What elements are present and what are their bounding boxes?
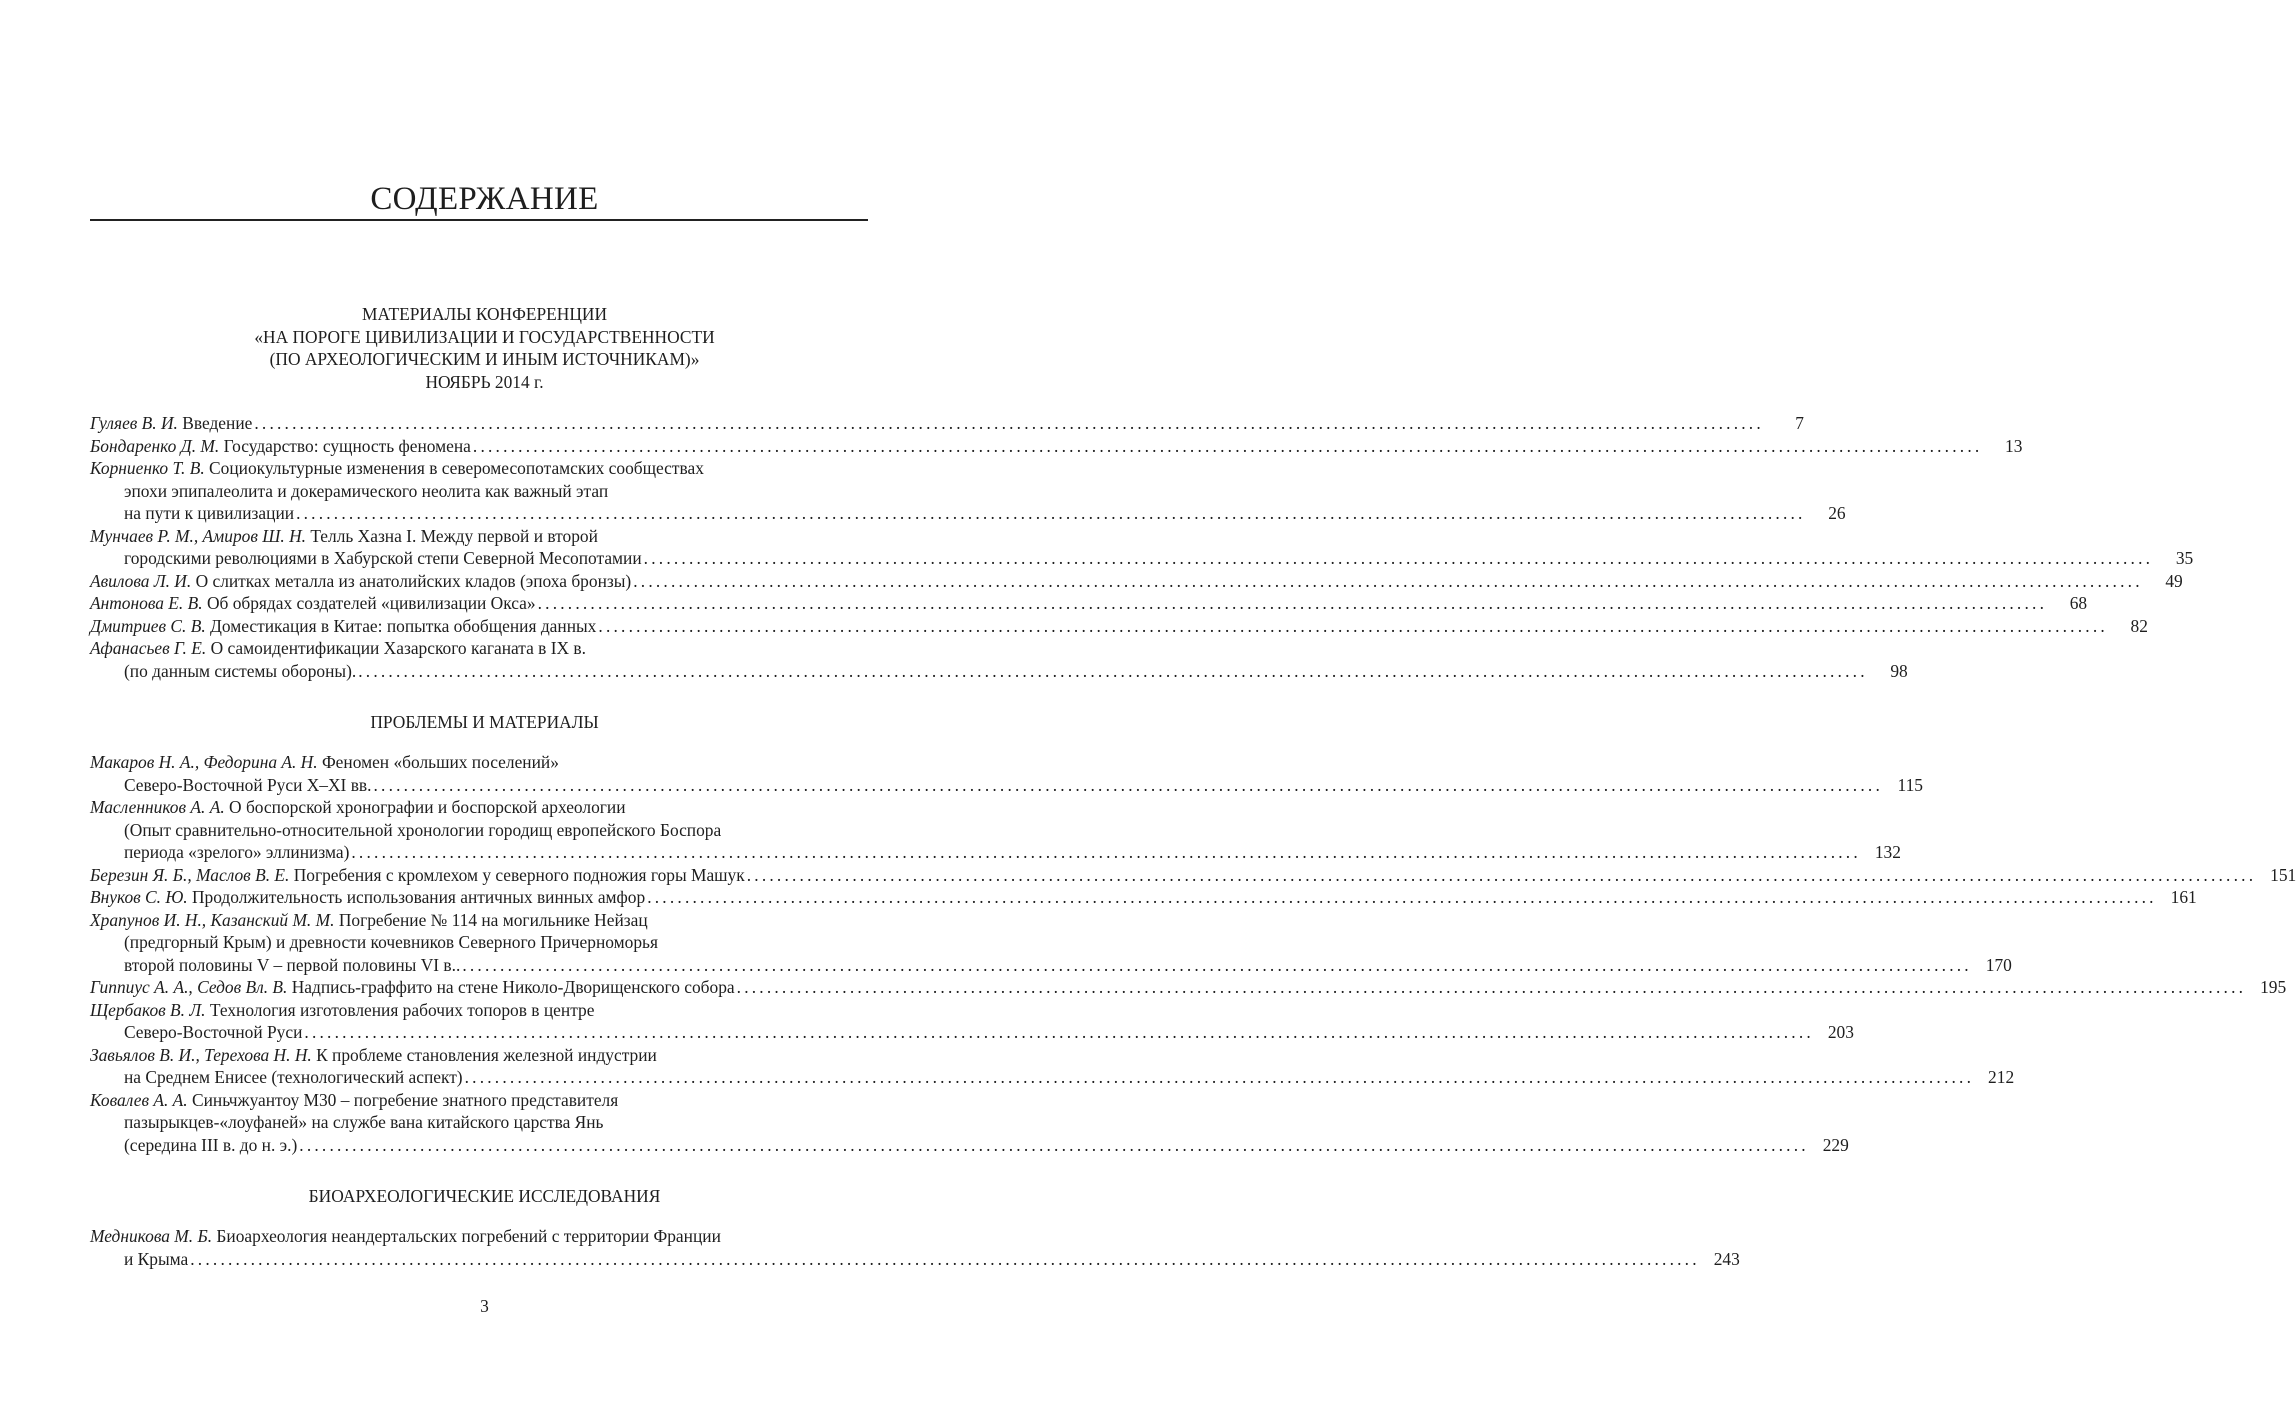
toc-entry	[90, 525, 2194, 570]
section-heading	[0, 1185, 969, 1208]
toc-entry-title: (середина III в. до н. э.)	[124, 1134, 298, 1155]
toc-entry-authors: Корниенко Т. В.	[90, 458, 205, 478]
toc-entry-text	[90, 638, 586, 658]
toc-entry-authors: Бондаренко Д. М.	[90, 435, 220, 456]
dot-leader: ........................................................................................................................................................................................................	[351, 842, 1861, 862]
section-heading-line: (ПО АРХЕОЛОГИЧЕСКИМ И ИНЫМ ИСТОЧНИКАМ)»	[269, 349, 700, 369]
toc-entry	[90, 751, 1923, 796]
toc-entry-page: 229	[1822, 1134, 1849, 1155]
dot-leader: ........................................................................................................................................................................................................	[464, 1067, 1975, 1087]
toc-entry-page: 35	[2175, 548, 2194, 568]
dot-leader: ........................................................................................................................................................................................................	[643, 548, 2154, 568]
toc-entry-text	[90, 526, 598, 546]
toc-entry-line	[90, 1089, 868, 1112]
toc-entry-text	[124, 481, 608, 501]
toc-entry-title: пазырыкцев-«лоуфаней» на службе вана китайского царства Янь	[124, 1112, 604, 1132]
dot-leader: ........................................................................................................................................................................................................	[296, 503, 1806, 523]
toc-entry-title: Погребение № 114 на могильнике Нейзац	[334, 909, 648, 930]
toc-entry-line	[90, 841, 1901, 864]
toc-entry-authors: Гуляев В. И.	[90, 413, 178, 433]
toc-entry	[90, 1089, 1849, 1157]
dot-leader: ........................................................................................................................................................................................................	[254, 413, 1764, 433]
toc-entry-line	[90, 412, 1804, 435]
toc-entry-title: на пути к цивилизации	[124, 503, 295, 523]
toc-entry-page: 151	[2270, 864, 2296, 885]
toc-entry-authors: Макаров Н. А., Федорина А. Н.	[90, 752, 318, 772]
toc-entry-text	[124, 774, 371, 797]
toc-entry-title: Телль Хазна I. Между первой и второй	[306, 525, 598, 546]
toc-entry-line	[90, 954, 2012, 977]
toc-entry-line	[90, 1111, 868, 1134]
toc-entry-title: Доместикация в Китае: попытка обобщения данных	[205, 615, 597, 636]
toc-entry-text	[124, 820, 721, 840]
toc-entry-page: 170	[1985, 954, 2012, 975]
toc-entry-authors: Ковалев А. А.	[90, 1089, 188, 1110]
toc-entry-authors: Гиппиус А. А., Седов Вл. В.	[90, 977, 288, 997]
toc-entry-page: 212	[1988, 1067, 2015, 1087]
toc-entry-text	[90, 797, 626, 817]
toc-entry-page: 98	[1890, 660, 1908, 681]
toc-entry-authors: Завьялов В. И., Терехова Н. Н.	[90, 1044, 312, 1065]
toc-entry	[90, 457, 1846, 525]
page-number: 3	[480, 1296, 489, 1316]
toc-entry-line	[90, 976, 2287, 999]
toc-entry-text	[90, 910, 648, 930]
toc-entry-title: Технология изготовления рабочих топоров в центре	[205, 999, 595, 1020]
toc-entry-text	[90, 615, 596, 638]
toc-entry-page: 243	[1713, 1248, 1740, 1269]
toc-entry-text	[90, 1090, 618, 1110]
toc-entry-title: Северо-Восточной Руси X–XI вв.	[124, 774, 372, 795]
toc-entry-title: К проблеме становления железной индустрии	[311, 1044, 657, 1065]
toc-entry-title: О самоидентификации Хазарского каганата в IX в.	[206, 638, 586, 658]
toc-entry-line	[90, 886, 2197, 909]
toc-entry-text	[124, 954, 460, 977]
toc-entry-text	[124, 1248, 188, 1271]
toc-entry	[90, 412, 1804, 435]
toc-entry-text	[124, 1134, 297, 1157]
dot-leader: ........................................................................................................................................................................................................	[373, 774, 1883, 795]
toc-entry-title: Социокультурные изменения в северомесопотамских сообществах	[204, 458, 704, 478]
toc-entry-text	[90, 752, 559, 772]
dot-leader: ........................................................................................................................................................................................................	[472, 435, 1983, 456]
toc-entry-authors: Авилова Л. И.	[90, 570, 192, 591]
toc-entry-authors: Афанасьев Г. Е.	[90, 638, 207, 658]
toc-entry-line	[90, 502, 1846, 525]
toc-entry-line	[90, 999, 868, 1022]
toc-entry-page: 7	[1795, 413, 1804, 433]
toc-entry-line	[90, 480, 868, 503]
toc-list	[90, 1225, 1740, 1270]
toc-entry-line	[90, 435, 2023, 458]
toc-entry-text	[90, 412, 252, 435]
toc-entry-text	[124, 1066, 463, 1089]
toc-entry-text	[90, 864, 745, 887]
dot-leader: ........................................................................................................................................................................................................	[746, 864, 2257, 885]
toc-entry	[90, 637, 1908, 682]
toc-entry-page: 26	[1828, 503, 1846, 523]
toc-entry-authors: Внуков С. Ю.	[90, 887, 188, 907]
toc-entry	[90, 435, 2023, 458]
toc-entry-line	[90, 1044, 868, 1067]
toc-entry-authors: Щербаков В. Л.	[90, 999, 206, 1020]
toc-entry-title: Северо-Восточной Руси	[124, 1022, 303, 1042]
toc-entry-page: 203	[1827, 1022, 1854, 1042]
toc-entry-authors: Мунчаев Р. М., Амиров Ш. Н.	[90, 525, 306, 546]
toc-entry-authors: Березин Я. Б., Маслов В. Е.	[90, 864, 290, 885]
toc-entry-line	[90, 751, 868, 774]
toc-entry-line	[90, 1248, 1740, 1271]
toc-entry-text	[90, 458, 704, 478]
toc-entry-text	[90, 592, 536, 615]
toc-entry-text	[124, 841, 349, 864]
dot-leader: ........................................................................................................................................................................................................	[633, 570, 2143, 591]
toc-entry-line	[90, 1134, 1849, 1157]
toc-entry-text	[124, 1021, 302, 1044]
toc-entry-page: 161	[2170, 887, 2197, 907]
toc-entry-title: и Крыма	[124, 1248, 189, 1269]
toc-entry-title: периода «зрелого» эллинизма)	[124, 842, 350, 862]
toc-entry-text	[124, 502, 294, 525]
toc-entry	[90, 1044, 2015, 1089]
dot-leader: ........................................................................................................................................................................................................	[299, 1134, 1809, 1155]
toc-entry	[90, 592, 2088, 615]
toc-entry-authors: Масленников А. А.	[90, 797, 225, 817]
toc-entry-title: Надпись-граффито на стене Николо-Дворищенского собора	[287, 977, 735, 997]
section-heading-line: «НА ПОРОГЕ ЦИВИЛИЗАЦИИ И ГОСУДАРСТВЕННОСТИ	[254, 326, 715, 347]
toc-entry-page: 68	[2069, 593, 2088, 613]
toc-entry-page: 82	[2130, 615, 2148, 636]
section-heading-line: НОЯБРЬ 2014 г.	[425, 371, 544, 392]
toc-entry-title: Синьчжуантоу М30 – погребение знатного представителя	[187, 1089, 619, 1110]
dot-leader: ........................................................................................................................................................................................................	[537, 593, 2048, 613]
toc-entry-text	[90, 1045, 657, 1065]
dot-leader: ........................................................................................................................................................................................................	[190, 1248, 1700, 1269]
toc-entry-title: Государство: сущность феномена	[219, 435, 471, 456]
toc-entry-text	[124, 660, 356, 683]
toc-entry-title: (предгорный Крым) и древности кочевников Северного Причерноморья	[124, 932, 658, 952]
toc-list	[90, 412, 2194, 682]
toc-entry-text	[90, 886, 645, 909]
toc-entry-title: Погребения с кромлехом у северного подножия горы Машук	[289, 864, 745, 885]
toc-entry-line	[90, 457, 868, 480]
toc-entry-text	[90, 1226, 721, 1246]
toc-entry-authors: Медникова М. Б.	[90, 1226, 213, 1246]
toc-entry-line	[90, 615, 2148, 638]
toc-entry-text	[90, 570, 631, 593]
toc-entry-title: О слитках металла из анатолийских кладов (эпоха бронзы)	[191, 570, 632, 591]
toc-entry-text	[124, 1112, 604, 1132]
section-heading-line: ПРОБЛЕМЫ И МАТЕРИАЛЫ	[370, 712, 599, 732]
toc-entry-title: Биоархеология неандертальских погребений с территории Франции	[212, 1226, 721, 1246]
toc-entry-line	[90, 1225, 868, 1248]
page-title: СОДЕРЖАНИЕ	[370, 181, 599, 217]
toc-entry	[90, 976, 2287, 999]
toc-entry-text	[90, 435, 471, 458]
toc-entry-text	[90, 976, 735, 999]
dot-leader: ........................................................................................................................................................................................................	[736, 977, 2247, 997]
toc-entry-page: 132	[1874, 842, 1901, 862]
dot-leader: ........................................................................................................................................................................................................	[358, 660, 1868, 681]
toc-entry-title: городскими революциями в Хабурской степи Северной Месопотамии	[124, 548, 642, 568]
toc-entry-title: на Среднем Енисее (технологический аспект)	[124, 1067, 463, 1087]
section-heading	[0, 303, 969, 393]
toc-entry-line	[90, 592, 2088, 615]
toc-entry	[90, 570, 2183, 593]
toc-entry-text	[124, 547, 642, 570]
toc-entry-title: Продолжительность использования античных винных амфор	[187, 887, 646, 907]
toc-entry	[90, 864, 2296, 887]
toc-entry-page: 195	[2260, 977, 2287, 997]
toc-entry	[90, 886, 2197, 909]
toc-entry-line	[90, 637, 868, 660]
title-rule	[90, 219, 868, 221]
toc-entry-line	[90, 796, 868, 819]
toc-entry-authors: Храпунов И. Н., Казанский М. М.	[90, 909, 335, 930]
toc-entry	[90, 1225, 1740, 1270]
toc-entry-title: второй половины V – первой половины VI в..	[124, 954, 461, 975]
toc-entry-text	[90, 1000, 594, 1020]
toc-entry-page: 115	[1897, 774, 1923, 795]
toc-entry-line	[90, 909, 868, 932]
toc-entry-line	[90, 660, 1908, 683]
toc-entry	[90, 796, 1901, 864]
dot-leader: ........................................................................................................................................................................................................	[598, 615, 2108, 636]
toc-entry-title: Введение	[177, 413, 253, 433]
toc-entry-line	[90, 525, 868, 548]
toc-entry	[90, 615, 2148, 638]
toc-entry-line	[90, 570, 2183, 593]
toc-entry-line	[90, 547, 2194, 570]
toc-entry-line	[90, 774, 1923, 797]
dot-leader: ........................................................................................................................................................................................................	[462, 954, 1972, 975]
toc-list	[90, 751, 2296, 1156]
toc-entry-title: (по данным системы обороны).	[124, 660, 357, 681]
dot-leader: ........................................................................................................................................................................................................	[647, 887, 2157, 907]
section-heading	[0, 711, 969, 734]
toc-entry-page: 13	[2005, 435, 2023, 456]
toc-entry-line	[90, 931, 868, 954]
toc-entry-line	[90, 1021, 1854, 1044]
toc-entry-line	[90, 819, 868, 842]
toc-entry-title: Феномен «больших поселений»	[317, 752, 559, 772]
toc-entry-page: 49	[2165, 570, 2183, 591]
toc-entry-line	[90, 1066, 2015, 1089]
toc-entry-title: эпохи эпипалеолита и докерамического неолита как важный этап	[124, 480, 609, 501]
section-heading-line: МАТЕРИАЛЫ КОНФЕРЕНЦИИ	[361, 304, 607, 324]
toc-entry-text	[124, 932, 658, 952]
toc-entry-title: Об обрядах создателей «цивилизации Окса»	[202, 593, 536, 613]
toc-entry-authors: Антонова Е. В.	[90, 593, 203, 613]
toc-entry	[90, 999, 1854, 1044]
toc-entry-authors: Дмитриев С. В.	[90, 615, 206, 636]
section-heading-line: БИОАРХЕОЛОГИЧЕСКИЕ ИССЛЕДОВАНИЯ	[308, 1186, 661, 1206]
dot-leader: ........................................................................................................................................................................................................	[304, 1022, 1814, 1042]
toc-entry-title: О боспорской хронографии и боспорской археологии	[224, 797, 626, 817]
toc-entry-title: (Опыт сравнительно-относительной хронологии городищ европейского Боспора	[124, 819, 722, 840]
toc-entry	[90, 909, 2012, 977]
toc-entry-line	[90, 864, 2296, 887]
